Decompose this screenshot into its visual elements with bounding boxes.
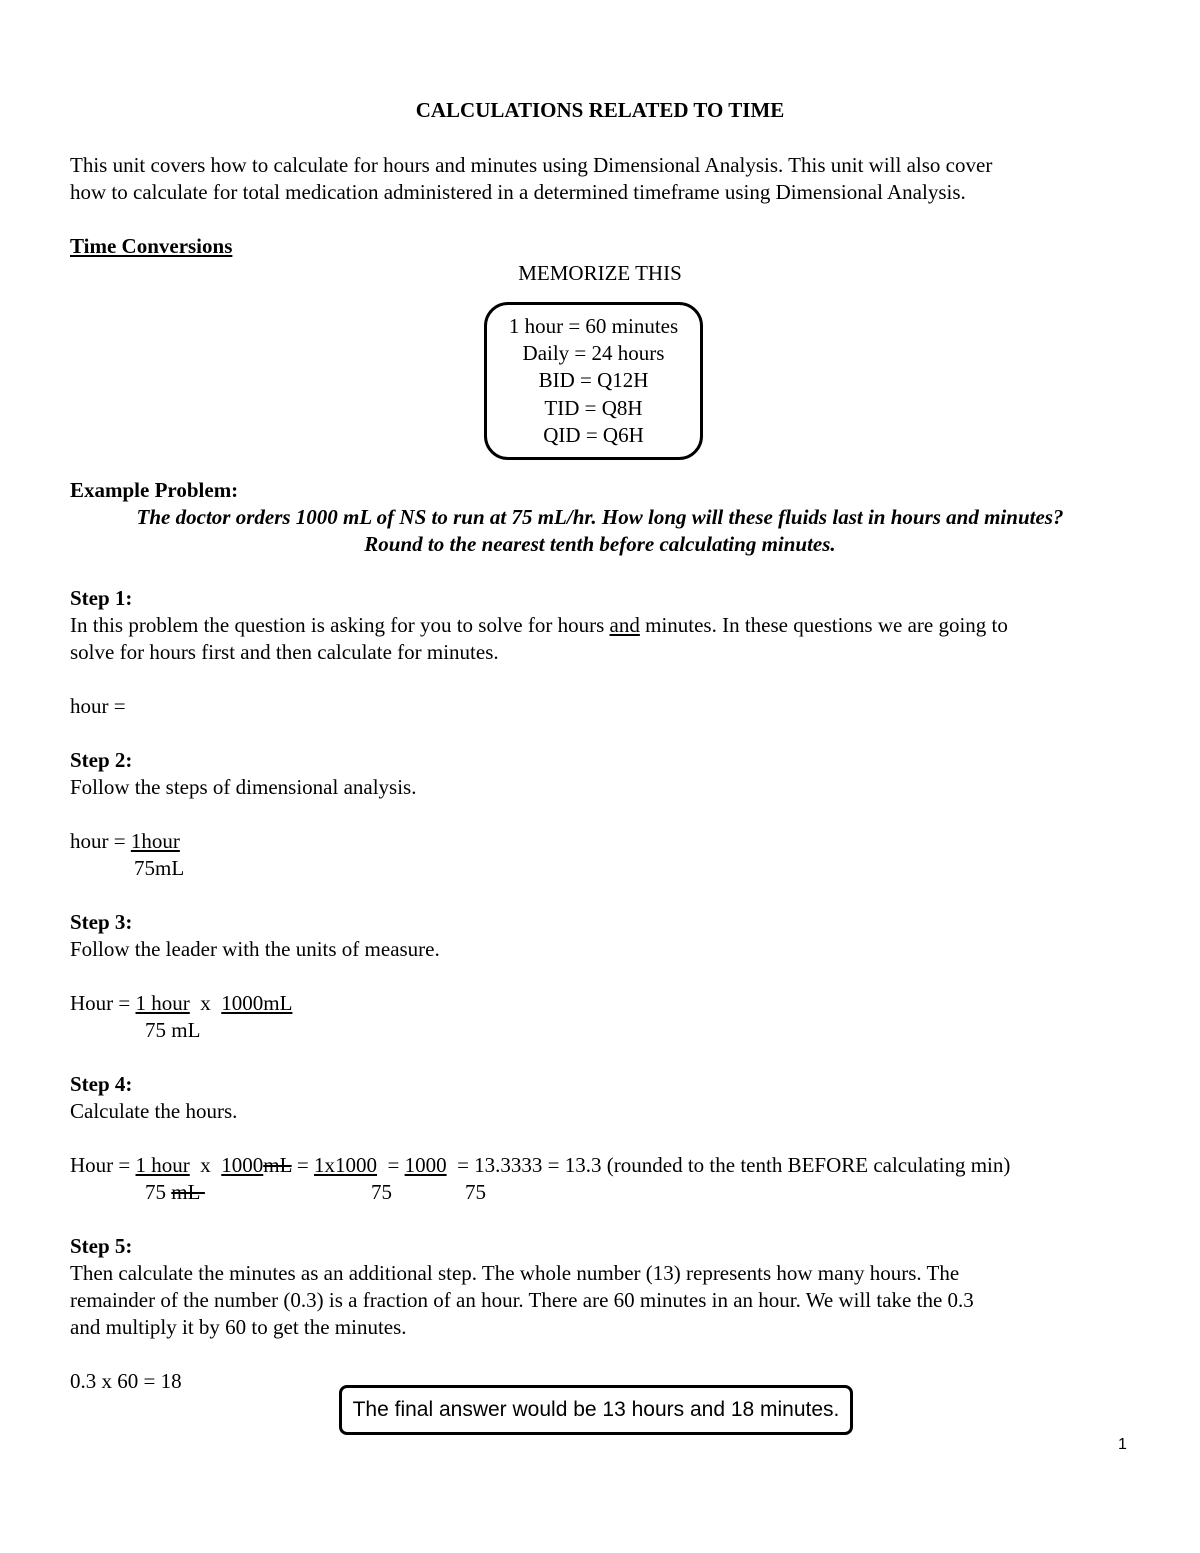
step4-times: x xyxy=(189,1153,222,1177)
step2-line: Follow the steps of dimensional analysis. xyxy=(70,775,417,799)
step3-numerator-2: 1000mL xyxy=(221,991,293,1015)
memorize-line: Daily = 24 hours xyxy=(522,341,665,366)
memorize-line: QID = Q6H xyxy=(543,422,644,447)
step4-numerator-1: 1 hour xyxy=(135,1153,190,1177)
step4-den-unit-cancelled: mL xyxy=(171,1180,205,1204)
step4-denominator-3: 75 xyxy=(465,1180,486,1204)
step3-heading: Step 3: xyxy=(70,910,133,934)
step1-line-2: solve for hours first and then calculate for minutes. xyxy=(70,640,499,664)
example-problem-line-2: Round to the nearest tenth before calculating minutes. xyxy=(364,532,836,556)
intro-line-2: how to calculate for total medication administered in a determined timeframe using Dimensional Analysis. xyxy=(70,180,966,204)
step5-line-2: remainder of the number (0.3) is a fraction of an hour. There are 60 minutes in an hour. We will take the 0.3 xyxy=(70,1288,974,1312)
step1-heading: Step 1: xyxy=(70,586,133,610)
page-number: 1 xyxy=(1118,1436,1127,1453)
step4-result: = 13.3333 = 13.3 (rounded to the tenth BEFORE calculating min) xyxy=(446,1153,1011,1177)
intro-line-1: This unit covers how to calculate for hours and minutes using Dimensional Analysis. This unit will also cover xyxy=(70,153,993,177)
final-answer-box: The final answer would be 13 hours and 18 minutes. xyxy=(339,1385,853,1435)
step4-numerator-3: 1x1000 xyxy=(314,1153,377,1177)
step1-equation: hour = xyxy=(70,694,126,718)
time-conversions-heading: Time Conversions xyxy=(70,234,233,258)
step1-text-a: In this problem the question is asking for you to solve for hours xyxy=(70,613,610,637)
step5-heading: Step 5: xyxy=(70,1234,133,1258)
memorize-line: BID = Q12H xyxy=(538,368,649,393)
memorize-line: TID = Q8H xyxy=(544,395,643,420)
step4-equals-1: = xyxy=(291,1153,314,1177)
step4-denominator-2: 75 xyxy=(371,1180,392,1204)
memorize-line: 1 hour = 60 minutes xyxy=(508,314,679,338)
step4-denominator-1 xyxy=(145,1179,205,1206)
step4-numerator-4: 1000 xyxy=(404,1153,447,1177)
step4-numerator-2-unit-cancelled: mL xyxy=(263,1153,292,1177)
step1-line-1 xyxy=(70,612,1008,639)
step4-den-value: 75 xyxy=(145,1180,172,1204)
step5-line-1: Then calculate the minutes as an additional step. The whole number (13) represents how many hours. The xyxy=(70,1261,960,1285)
step2-heading: Step 2: xyxy=(70,748,133,772)
example-heading: Example Problem: xyxy=(70,478,239,502)
step2-denominator: 75mL xyxy=(134,856,185,880)
step4-heading: Step 4: xyxy=(70,1072,133,1096)
example-problem-line-1: The doctor orders 1000 mL of NS to run at 75 mL/hr. How long will these fluids last in hours and minutes? xyxy=(136,505,1064,529)
step5-line-3: and multiply it by 60 to get the minutes. xyxy=(70,1315,407,1339)
step4-eq-left: Hour = xyxy=(70,1153,136,1177)
step1-text-b: minutes. In these questions we are going to xyxy=(639,613,1008,637)
page-title: CALCULATIONS RELATED TO TIME xyxy=(415,98,785,122)
step4-line: Calculate the hours. xyxy=(70,1099,238,1123)
step2-eq-left: hour = xyxy=(70,829,131,853)
step2-equation xyxy=(70,828,180,855)
step3-eq-left: Hour = xyxy=(70,991,136,1015)
step1-text-and: and xyxy=(609,613,640,637)
step3-equation xyxy=(70,990,292,1017)
step3-denominator: 75 mL xyxy=(145,1018,201,1042)
step4-equals-2: = xyxy=(377,1153,405,1177)
step2-numerator: 1hour xyxy=(130,829,180,853)
step3-times: x xyxy=(189,991,222,1015)
step3-line: Follow the leader with the units of measure. xyxy=(70,937,440,961)
memorize-list xyxy=(484,313,703,449)
memorize-label: MEMORIZE THIS xyxy=(518,261,682,285)
step4-numerator-2: 1000 xyxy=(221,1153,264,1177)
step4-equation xyxy=(70,1152,1010,1179)
step3-numerator-1: 1 hour xyxy=(135,991,190,1015)
step5-equation: 0.3 x 60 = 18 xyxy=(70,1369,182,1393)
